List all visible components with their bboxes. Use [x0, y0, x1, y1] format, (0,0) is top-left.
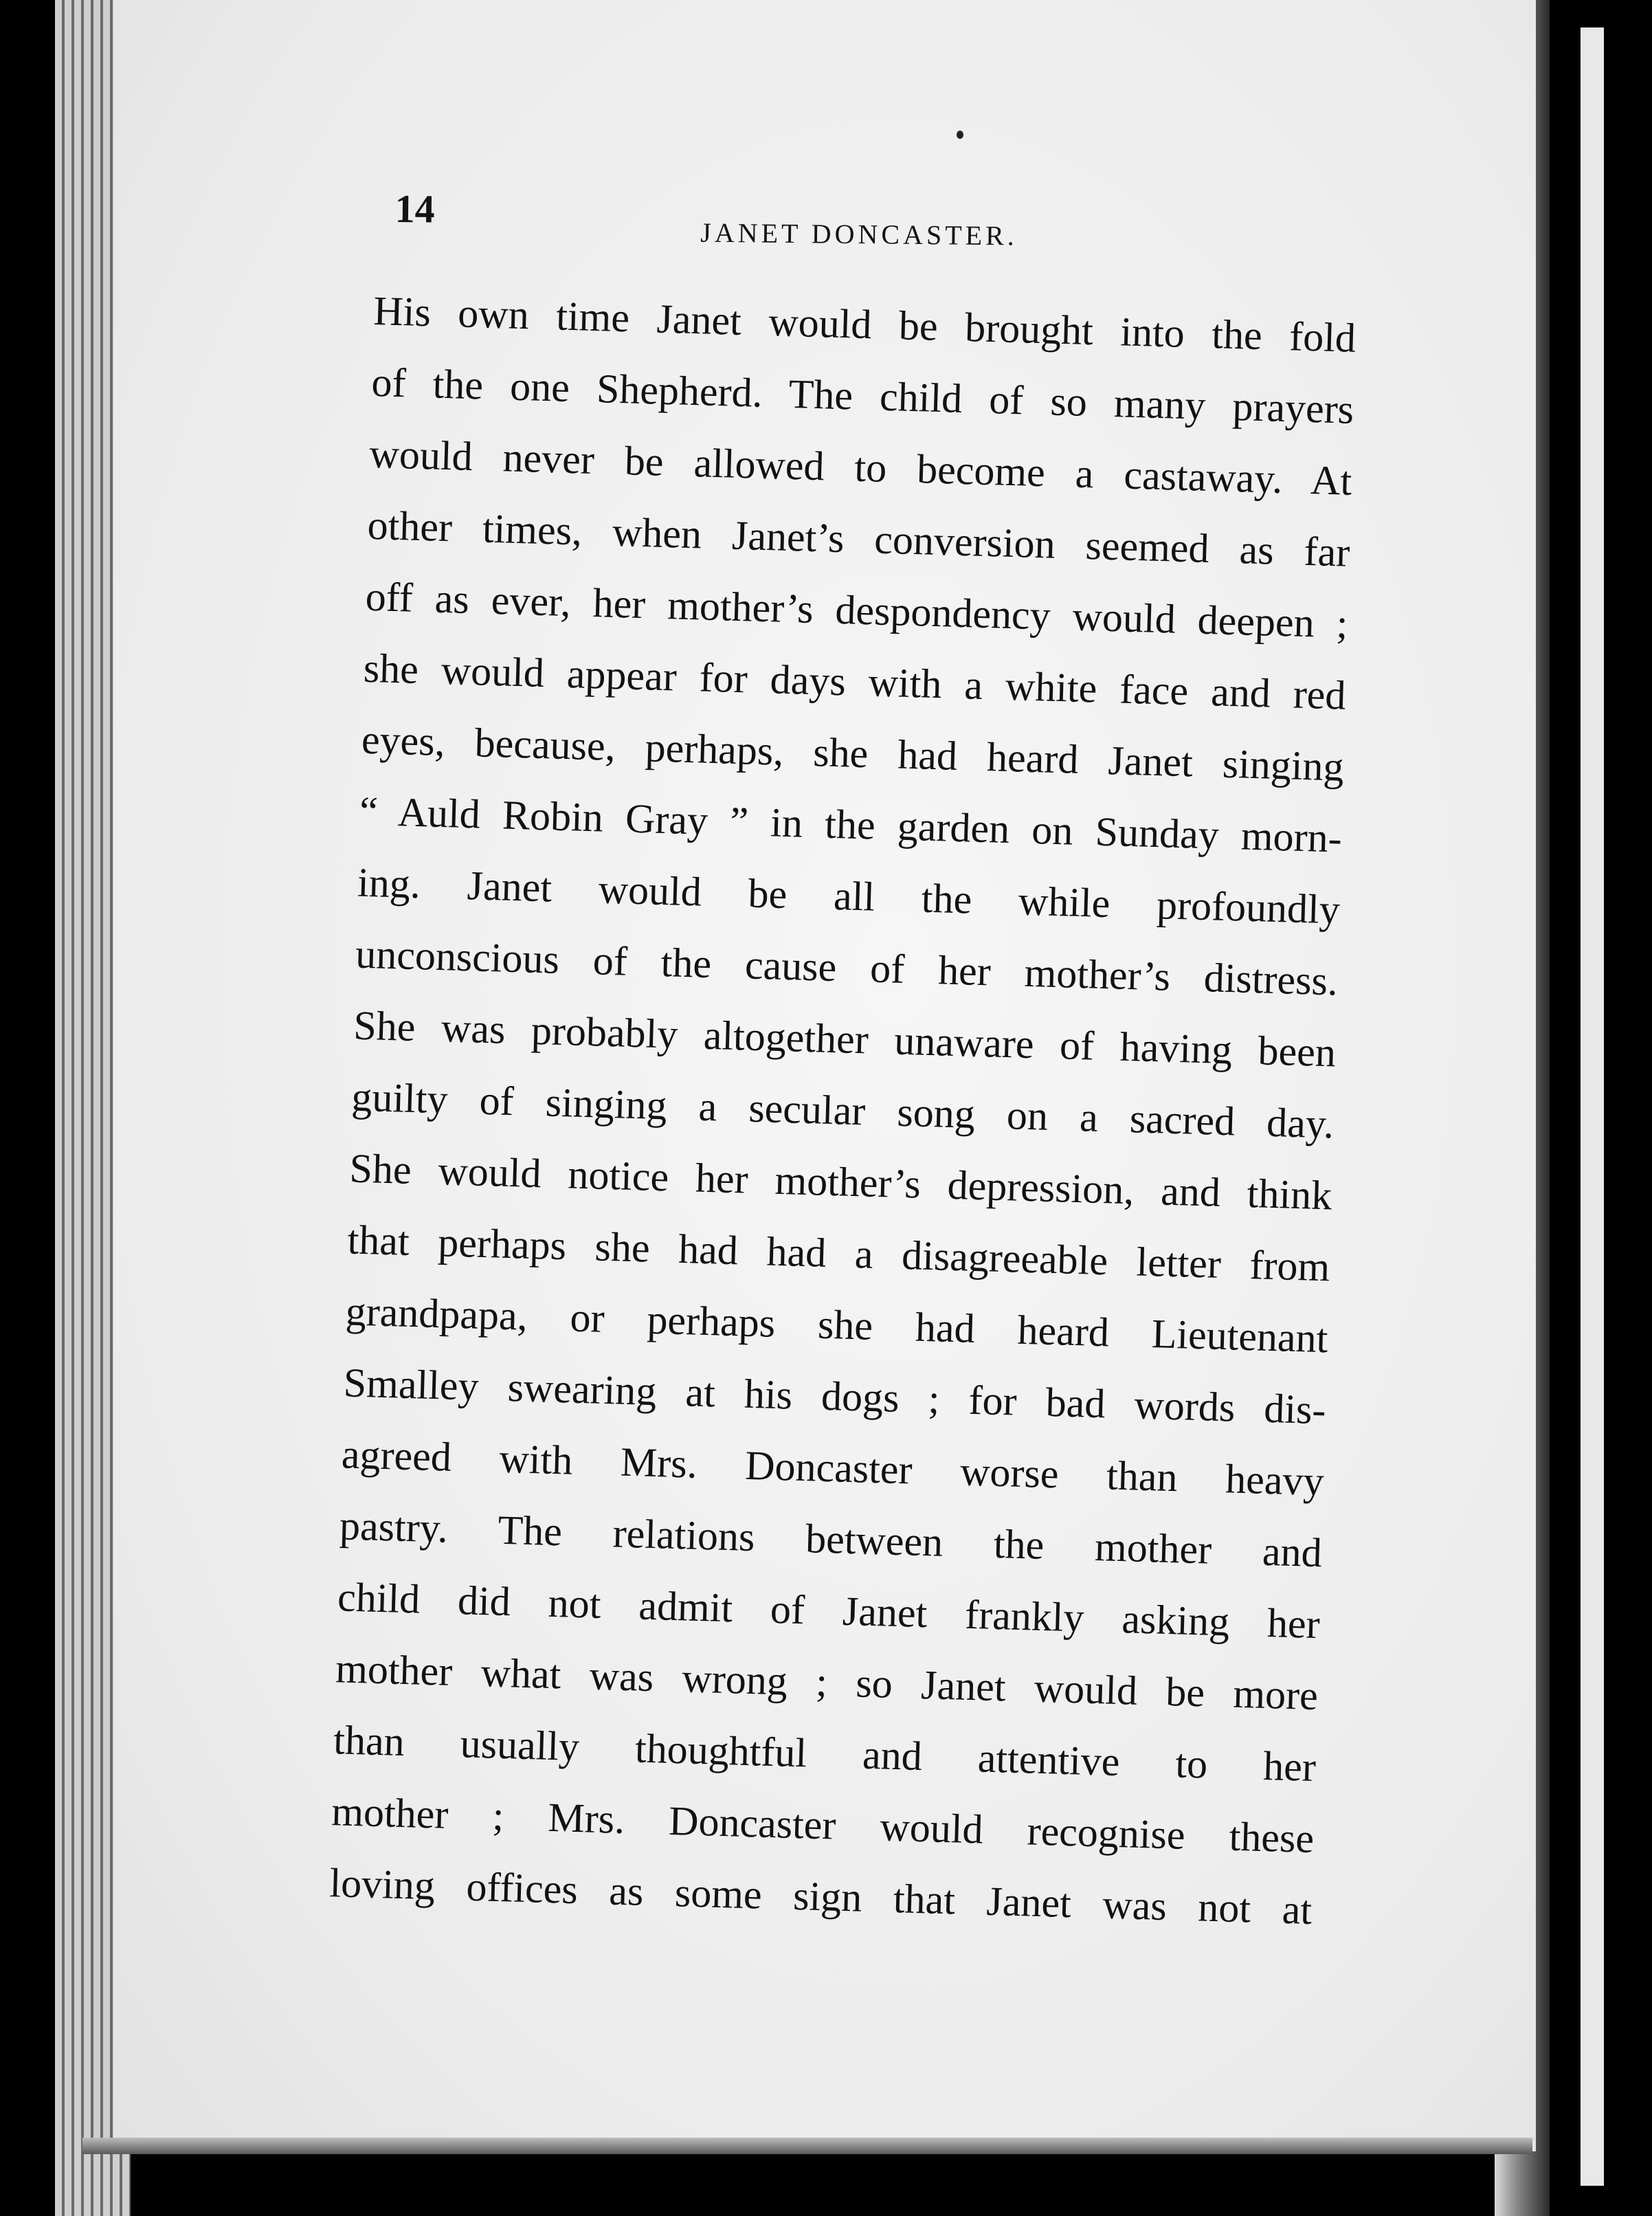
text-line: agreed with Mrs. Doncaster worse than heavy: [341, 1431, 1325, 1505]
text-line: off as ever, her mother’s despondency would deepen ;: [365, 573, 1349, 647]
text-line: guilty of singing a secular song on a sacred day.: [350, 1074, 1335, 1147]
page-header: [394, 186, 1529, 273]
page-number: 14: [394, 186, 435, 232]
text-line: “ Auld Robin Gray ” in the garden on Sunday morn-: [359, 788, 1343, 861]
text-line: that perhaps she had had a disagreeable letter from: [346, 1217, 1331, 1290]
text-line: than usually thoughtful and attentive to her: [333, 1717, 1317, 1791]
text-line: She was probably altogether unaware of having been: [353, 1002, 1337, 1076]
text-line: She would notice her mother’s depression, and think: [348, 1145, 1333, 1219]
text-line: eyes, because, perhaps, she had heard Janet singing: [361, 716, 1345, 790]
text-line: mother what was wrong ; so Janet would be more: [335, 1646, 1319, 1719]
body-text: [328, 275, 1357, 1946]
text-line: of the one Shepherd. The child of so many prayers: [370, 359, 1355, 432]
facing-page-edge: [1581, 27, 1604, 2186]
text-line: Smalley swearing at his dogs ; for bad words dis-: [343, 1360, 1327, 1433]
text-line: would never be allowed to become a castaway. At: [368, 430, 1353, 504]
text-line: unconscious of the cause of her mother’s distress.: [355, 931, 1339, 1004]
text-line: ing. Janet would be all the while profoundly: [357, 859, 1341, 933]
ink-speck: [957, 131, 963, 139]
text-line: His own time Janet would be brought into the fold: [372, 287, 1357, 361]
text-line: grandpapa, or perhaps she had heard Lieutenant: [344, 1288, 1329, 1362]
text-line: she would appear for days with a white face and red: [363, 645, 1347, 718]
text-line: mother ; Mrs. Doncaster would recognise these: [331, 1788, 1315, 1862]
page-bottom-edge: [82, 2138, 1532, 2154]
running-head: JANET DONCASTER.: [700, 217, 1018, 252]
text-line: other times, when Janet’s conversion seemed as far: [366, 502, 1351, 575]
text-line: child did not admit of Janet frankly asking her: [337, 1574, 1321, 1648]
text-line: loving offices as some sign that Janet was not at: [328, 1860, 1313, 1934]
text-line: pastry. The relations between the mother and: [339, 1503, 1323, 1576]
